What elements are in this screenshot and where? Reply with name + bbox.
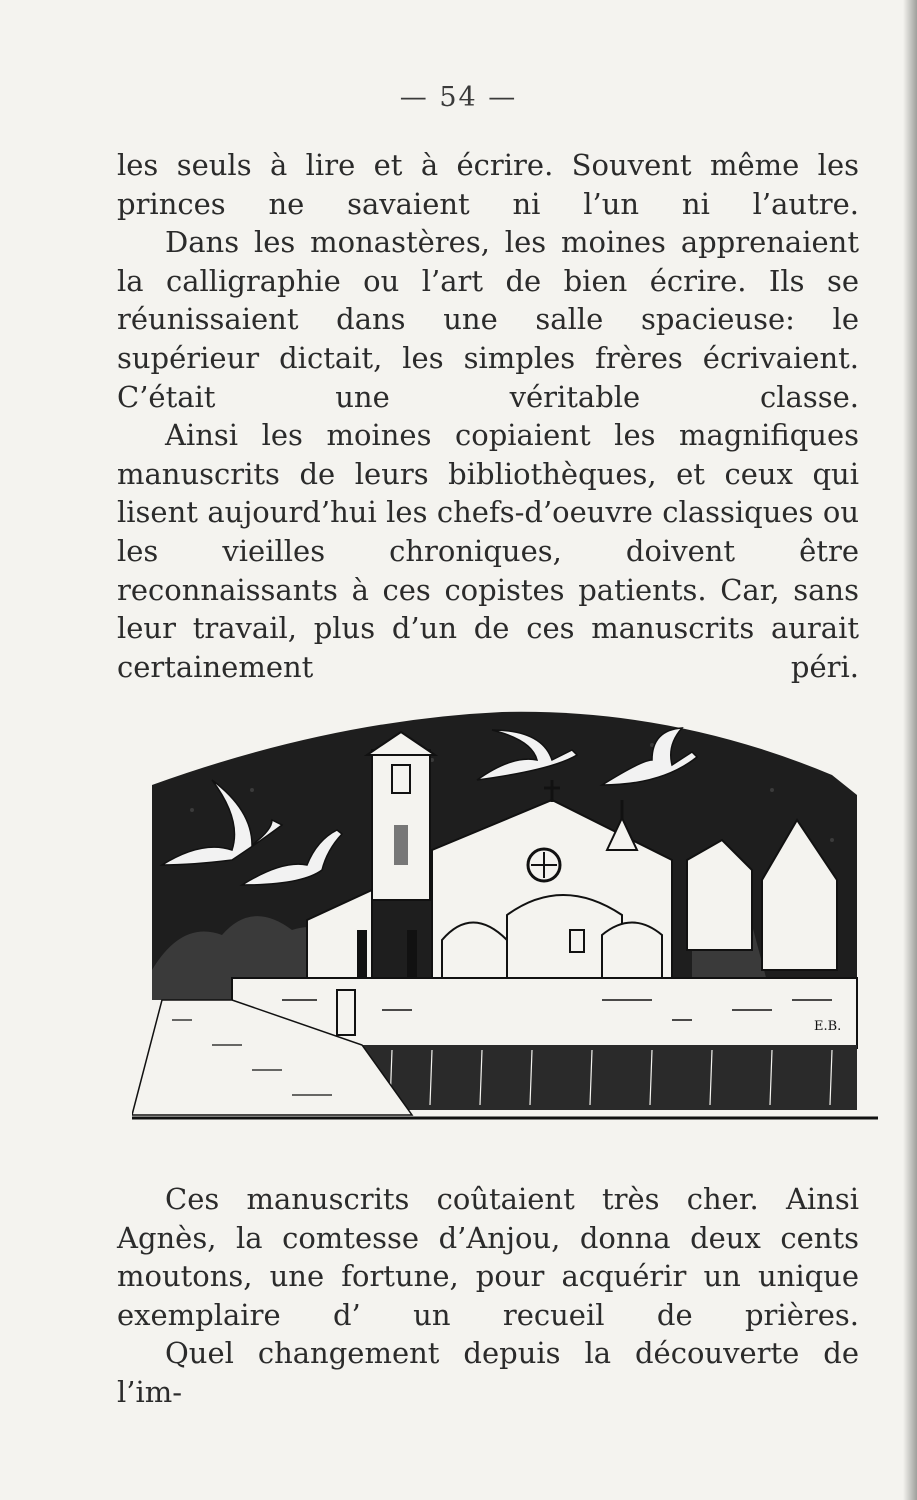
illustration-signature: E.B.: [814, 1019, 842, 1034]
paragraph-3: Ainsi les moines copiaient les magnifiques manuscrits de leurs bibliothèques, et ceux qui lisent aujourd’hui les chefs-d’oeuvre classiques ou les vieilles chroniques, doivent être reconnaissants à ces copistes patients. Car, sans leur travail, plus d’un de ces manuscrits aurait certainement péri.: [117, 418, 859, 684]
monastery-illustration: [132, 700, 878, 1120]
text-block-bottom: [117, 1180, 859, 1412]
paragraph-4: Ces manuscrits coûtaient très cher. Ainsi Agnès, la comtesse d’Anjou, donna deux cents moutons, une fortune, pour acquérir un unique exemplaire d’ un recueil de prières.: [117, 1182, 859, 1332]
text-block-top: [117, 146, 859, 686]
page-edge-shadow: [903, 0, 917, 1500]
paragraph-1: les seuls à lire et à écrire. Souvent même les princes ne savaient ni l’un ni l’autre.: [117, 148, 859, 221]
page-number: — 54 —: [399, 82, 518, 113]
paragraph-5: Quel changement depuis la découverte de l’im-: [117, 1336, 859, 1409]
paragraph-2: Dans les monastères, les moines apprenaient la calligraphie ou l’art de bien écrire. Ils se réunissaient dans une salle spacieuse: le supérieur dictait, les simples frères écrivaient. C’était une véritable classe.: [117, 225, 859, 414]
